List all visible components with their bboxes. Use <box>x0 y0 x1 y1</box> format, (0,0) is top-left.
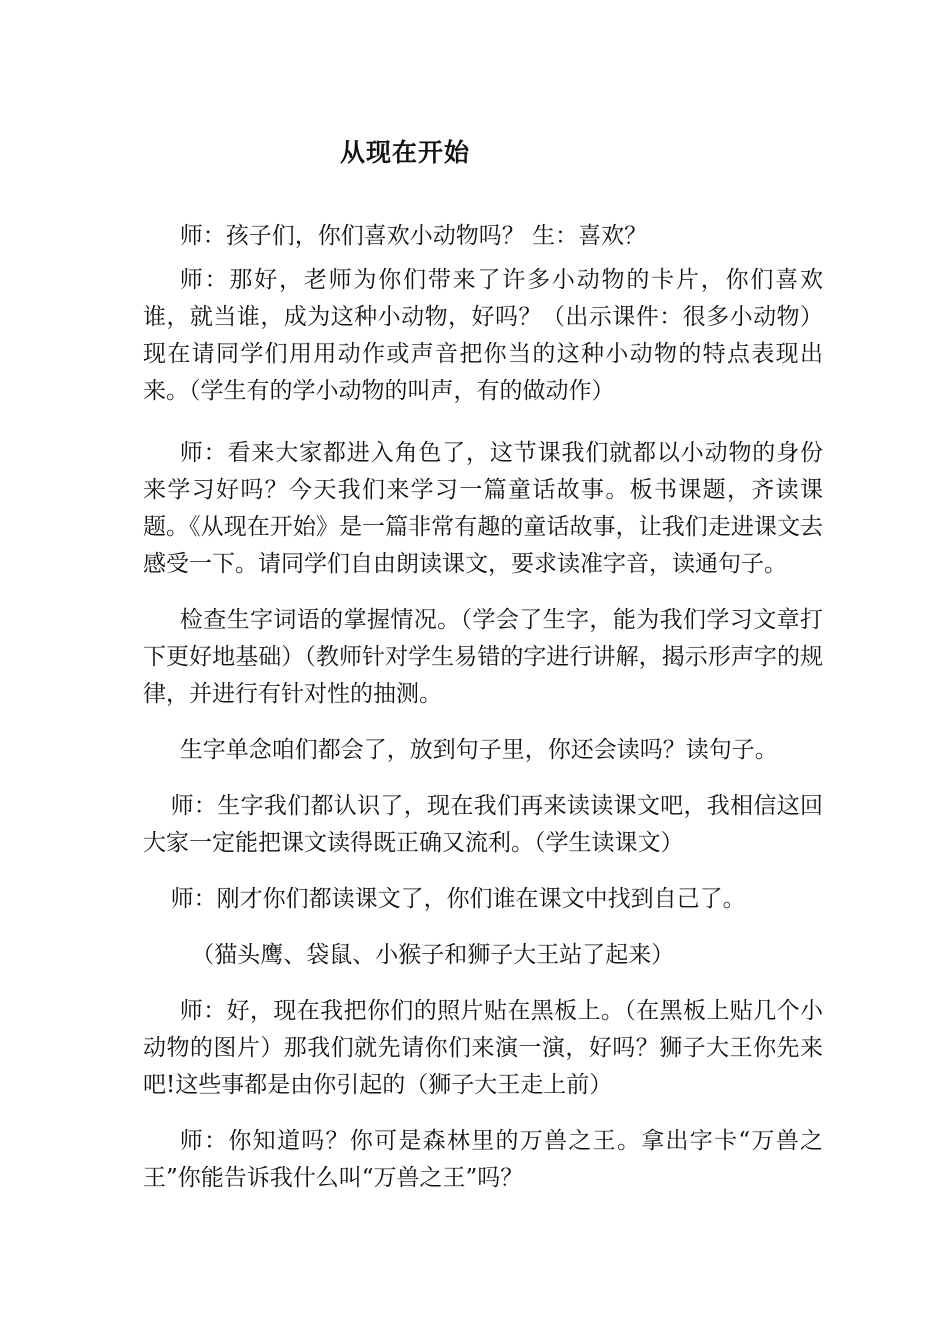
paragraph-enter-role: 师：看来大家都进入角色了，这节课我们就都以小动物的身份来学习好吗？今天我们来学习一篇童话故事。板书课题，齐读课题。《从现在开始》是一篇非常有趣的童话故事，让我们走进课文去感受一下。请同学们自由朗读课文，要求读准字音，读通句子。 <box>143 440 823 577</box>
paragraph-read-sentences: 生字单念咱们都会了，放到句子里，你还会读吗？读句子。 <box>179 737 778 763</box>
paragraph-stand-up: （猫头鹰、袋鼠、小猴子和狮子大王站了起来） <box>191 942 675 968</box>
paragraph-king-of-beasts: 师：你知道吗？你可是森林里的万兽之王。拿出字卡“万兽之王”你能告诉我什么叫“万兽之王”吗？ <box>143 1128 823 1191</box>
paragraph-read-text: 师：生字我们都认识了，现在我们再来读读课文吧，我相信这回大家一定能把课文读得既正确又流利。（学生读课文） <box>143 793 823 856</box>
paragraph-check-characters: 检查生字词语的掌握情况。（学会了生字，能为我们学习文章打下更好地基础）（教师针对学生易错的字进行讲解，揭示形声字的规律，并进行有针对性的抽测。 <box>143 607 823 707</box>
paragraph-photos-blackboard: 师：好，现在我把你们的照片贴在黑板上。（在黑板上贴几个小动物的图片）那我们就先请你们来演一演，好吗？狮子大王你先来吧!这些事都是由你引起的（狮子大王走上前） <box>143 998 823 1098</box>
paragraph-animal-cards: 师：那好，老师为你们带来了许多小动物的卡片，你们喜欢谁，就当谁，成为这种小动物，好吗？（出示课件：很多小动物）现在请同学们用用动作或声音把你当的这种小动物的特点表现出来。（学生有的学小动物的叫声，有的做动作） <box>143 267 823 404</box>
document-title: 从现在开始 <box>340 138 471 167</box>
document-body <box>143 218 823 1197</box>
paragraph-greeting: 师：孩子们，你们喜欢小动物吗？ 生：喜欢？ <box>179 223 648 249</box>
paragraph-find-yourself: 师：刚才你们都读课文了，你们谁在课文中找到自己了。 <box>170 886 746 912</box>
